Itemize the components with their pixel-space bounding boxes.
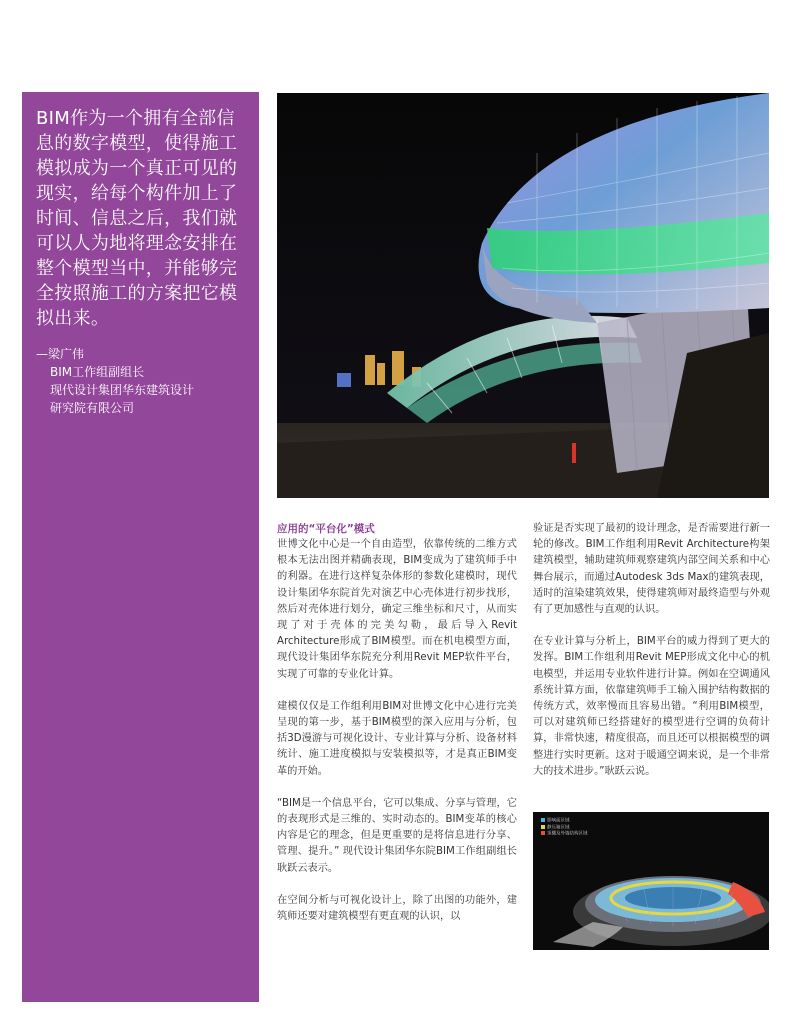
- article-paragraph: 验证是否实现了最初的设计理念，是否需要进行新一轮的修改。BIM工作组利用Revit Architecture构架建筑模型，辅助建筑师观察建筑内部空间关系和中心舞台展示，而通过Autodesk 3ds Max的建筑表现，适时的渲染建筑效果，使得建筑师对最终造型与外观有了更加感性与直观的认识。: [533, 523, 770, 616]
- attribution-title: BIM工作组副组长: [50, 365, 145, 379]
- night-building-illustration: [277, 93, 769, 498]
- section-heading: 应用的“平台化”模式: [277, 523, 375, 535]
- article-column-left: [277, 521, 517, 941]
- article-paragraph: 在空间分析与可视化设计上，除了出图的功能外，建筑师还要对建筑模型有更直观的认识，以: [277, 894, 517, 923]
- bim-model-render: [533, 812, 769, 950]
- legend-item: 静压箱区域: [541, 825, 588, 832]
- attribution-name: —梁广伟: [36, 347, 85, 361]
- legend-item: 影响面区域: [541, 818, 588, 825]
- pull-quote-text: BIM作为一个拥有全部信息的数字模型，使得施工模拟成为一个真正可见的现实，给每个构件加上了时间、信息之后，我们就可以人为地将理念安排在整个模型当中，并能够完全按照施工的方案把它模拟出来。: [36, 108, 238, 329]
- quote-attribution: [36, 345, 251, 417]
- article-paragraph: 世博文化中心是一个自由造型，依靠传统的二维方式根本无法出图并精确表现，BIM变成为了建筑师手中的利器。在进行这样复杂体形的参数化建模时，现代设计集团华东院首先对演艺中心壳体进行初步找形，然后对壳体进行划分，确定三维坐标和尺寸，从而实现了对于壳体的完美勾勒，最后导入Revit Architecture形成了BIM模型。而在机电模型方面，现代设计集团华东院充分利用Revit MEP软件平台，实现了可靠的专业化计算。: [277, 539, 517, 680]
- article-column-right: [533, 521, 770, 796]
- legend-item: 顶棚及外墙结构区域: [541, 831, 588, 838]
- expo-culture-center-night-photo: [277, 93, 769, 498]
- render-legend: [541, 818, 588, 838]
- attribution-organization: 现代设计集团华东建筑设计: [50, 383, 195, 397]
- article-paragraph: “BIM是一个信息平台，它可以集成、分享与管理，它的表现形式是三维的、实时动态的。BIM变革的核心内容是它的理念，但是更重要的是将信息进行分享、管理、提升。” 现代设计集团华东院BIM工作组副组长耿跃云表示。: [277, 797, 517, 874]
- article-paragraph: 建模仅仅是工作组利用BIM对世博文化中心进行完美呈现的第一步，基于BIM模型的深入应用与分析，包括3D漫游与可视化设计、专业计算与分析、设备材料统计、施工进度模拟与安装模拟等，才是真正BIM变革的开始。: [277, 700, 517, 777]
- pull-quote-sidebar: [22, 92, 259, 1002]
- attribution-organization-cont: 研究院有限公司: [50, 401, 135, 415]
- article-paragraph: 在专业计算与分析上，BIM平台的威力得到了更大的发挥。BIM工作组利用Revit MEP形成文化中心的机电模型，并运用专业软件进行计算。例如在空调通风系统计算方面，依靠建筑师手工输入围护结构数据的传统方式，效率慢而且容易出错。“利用BIM模型，可以对建筑师已经搭建好的模型进行空调的负荷计算，非常快速，精度很高，而且还可以根据模型的调整进行实时更新。这对于暖通空调来说，是一个非常大的技术进步。”耿跃云说。: [533, 636, 770, 777]
